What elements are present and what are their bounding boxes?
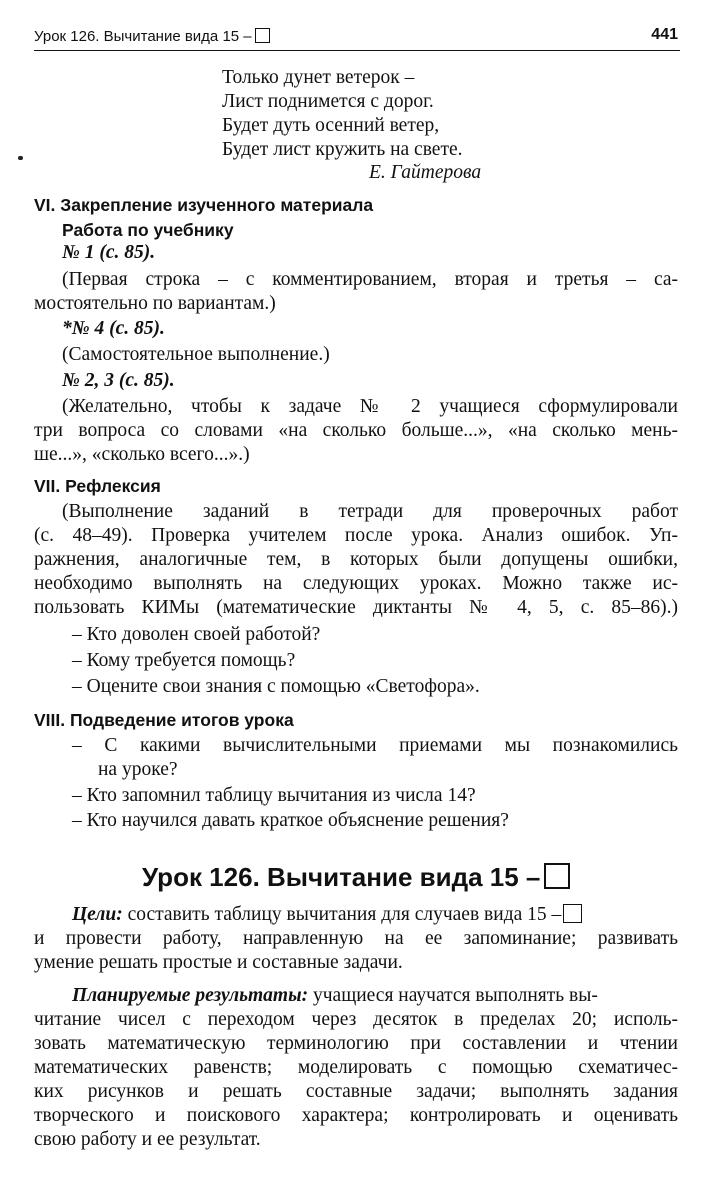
section-heading: VII. Рефлексия	[34, 476, 161, 496]
goals-line	[72, 903, 678, 927]
results-line	[72, 984, 598, 1008]
results-line: зовать математическую терминологию при составлении и чтении	[34, 1033, 678, 1054]
question-item: – Кому требуется помощь?	[72, 650, 296, 671]
print-speck	[18, 156, 23, 160]
lesson-title	[142, 860, 570, 894]
task-number: № 2, 3 (с. 85).	[62, 370, 175, 391]
question-item: на уроке?	[98, 759, 178, 780]
question-item: – Кто доволен своей работой?	[72, 624, 321, 645]
results-line: читание чисел с переходом через десяток в пределах 20; исполь-	[34, 1009, 678, 1030]
question-item: – Кто запомнил таблицу вычитания из числа 14?	[72, 785, 476, 806]
question-item: – С какими вычислительными приемами мы познакомились	[72, 735, 678, 756]
poem-line: Только дунет ветерок –	[222, 67, 415, 88]
lesson-title-text: Урок 126. Вычитание вида 15 –	[142, 862, 541, 892]
section-heading: VIII. Подведение итогов урока	[34, 710, 294, 730]
poem-line: Будет дуть осенний ветер,	[222, 115, 440, 136]
goals-label: Цели:	[72, 904, 123, 925]
paragraph-line: необходимо выполнять на следующих уроках. Можно также ис-	[34, 573, 678, 594]
goals-line: и провести работу, направленную на ее запоминание; развивать	[34, 928, 678, 949]
paragraph-line: (Выполнение заданий в тетради для проверочных работ	[62, 501, 678, 522]
page-number: 441	[651, 26, 678, 43]
section-subheading: Работа по учебнику	[62, 220, 234, 240]
task-number: № 1 (с. 85).	[62, 242, 156, 263]
question-item: – Кто научился давать краткое объяснение решения?	[72, 810, 509, 831]
goals-text: составить таблицу вычитания для случаев вида 15 –	[127, 904, 562, 925]
paragraph-line: ражнения, аналогичные тем, в которых были допущены ошибки,	[34, 549, 678, 570]
task-note: мостоятельно по вариантам.)	[34, 293, 276, 314]
task-note: (Самостоятельное выполнение.)	[62, 344, 330, 365]
poem-line: Лист поднимется с дорог.	[222, 91, 434, 112]
blank-box-icon	[255, 28, 270, 43]
goals-line: умение решать простые и составные задачи.	[34, 952, 403, 973]
task-note: ше...», «сколько всего...».)	[34, 444, 250, 465]
task-note: (Первая строка – с комментированием, вторая и третья – са-	[62, 269, 678, 290]
paragraph-line: пользовать КИМы (математические диктанты № 4, 5, с. 85–86).)	[34, 597, 678, 618]
poem-line: Будет лист кружить на свете.	[222, 139, 463, 160]
results-label: Планируемые результаты:	[72, 985, 309, 1006]
header-lesson-text: Урок 126. Вычитание вида 15 –	[34, 28, 252, 45]
results-text: учащиеся научатся выполнять вы-	[313, 985, 598, 1006]
question-item: – Оцените свои знания с помощью «Светофора».	[72, 676, 480, 697]
section-heading: VI. Закрепление изученного материала	[34, 195, 374, 215]
results-line: ких рисунков и решать составные задачи; выполнять задания	[34, 1081, 678, 1102]
results-line: творческого и поискового характера; контролировать и оценивать	[34, 1105, 678, 1126]
header-lesson-title	[34, 28, 270, 45]
blank-box-icon	[544, 863, 570, 889]
task-number: *№ 4 (с. 85).	[62, 318, 165, 339]
blank-box-icon	[563, 904, 582, 923]
results-line: математических равенств; моделировать с помощью схематичес-	[34, 1057, 678, 1078]
running-header	[34, 24, 680, 51]
task-note: (Желательно, чтобы к задаче № 2 учащиеся сформулировали	[62, 396, 678, 417]
poem-author: Е. Гайтерова	[369, 162, 482, 183]
task-note: три вопроса со словами «на сколько больше...», «на сколько мень-	[34, 420, 678, 441]
paragraph-line: (с. 48–49). Проверка учителем после урока. Анализ ошибок. Уп-	[34, 525, 678, 546]
results-line: свою работу и ее результат.	[34, 1129, 261, 1150]
